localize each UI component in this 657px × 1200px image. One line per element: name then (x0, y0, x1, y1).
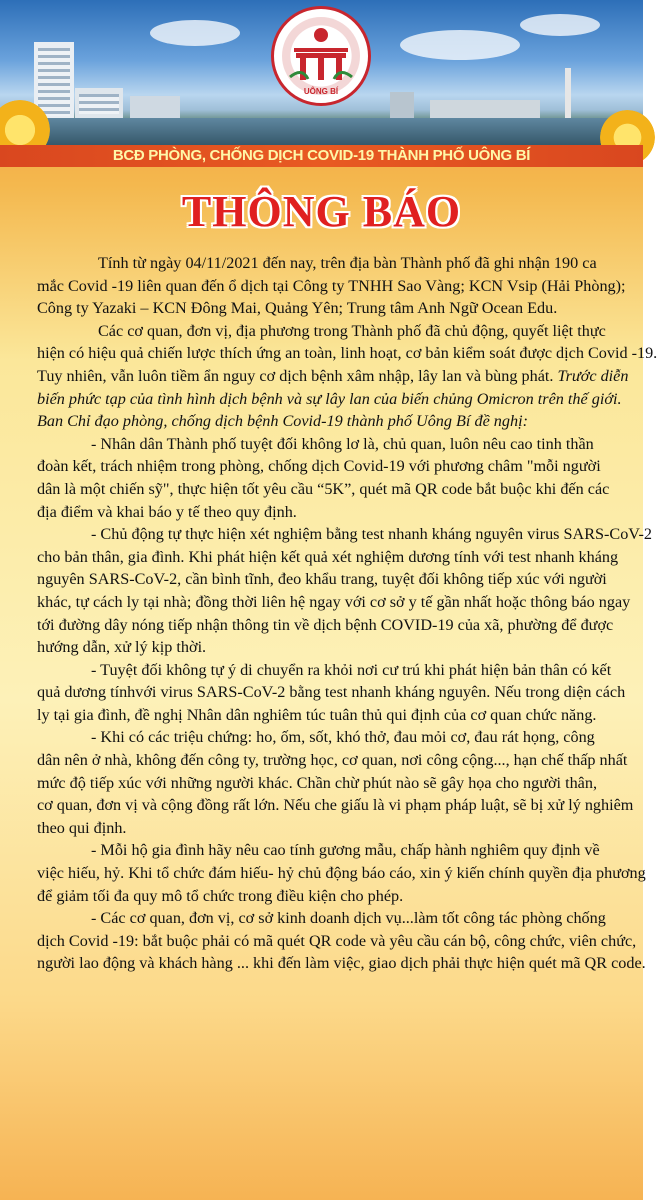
paragraph-line: hiện có hiệu quả chiến lược thích ứng an toàn, linh hoạt, cơ bản kiểm soát được dịch Covid -19. (37, 344, 657, 363)
logo-label: UÔNG BÍ (303, 87, 339, 96)
paragraph-line: Ban Chỉ đạo phòng, chống dịch bệnh Covid-19 thành phố Uông Bí đề nghị: (37, 412, 528, 431)
paragraph-line: ly tại gia đình, đề nghị Nhân dân nghiêm túc tuân thủ qui định của cơ quan chức năng. (37, 705, 597, 724)
paragraph-line: mức độ tiếp xúc với những người khác. Chần chừ phút nào sẽ gây họa cho người thân, (37, 773, 598, 792)
paragraph-line: theo qui định. (37, 818, 127, 837)
paragraph-line: dân nên ở nhà, không đến công ty, trường học, cơ quan, nơi công cộng..., hạn chế thấp nhất (37, 751, 628, 770)
paragraph-line: hướng dẫn, xử lý kịp thời. (37, 638, 207, 657)
paragraph-line: Công ty Yazaki – KCN Đông Mai, Quảng Yên; Trung tâm Anh Ngữ Ocean Edu. (37, 299, 558, 318)
paragraph-line: người lao động và khách hàng ... khi đến làm việc, giao dịch phải thực hiện quét mã QR code. (37, 954, 646, 973)
uong-bi-logo (271, 6, 371, 106)
low-building (130, 96, 180, 120)
italic-fragment: Trước diễn (557, 366, 629, 385)
gate-icon (282, 17, 360, 95)
factory-building (430, 100, 540, 118)
paragraph-line: - Các cơ quan, đơn vị, cơ sở kinh doanh dịch vụ...làm tốt công tác phòng chống (91, 909, 606, 928)
paragraph-line: địa điểm và khai báo y tế theo quy định. (37, 502, 297, 521)
paragraph-line: quả dương tínhvới virus SARS-CoV-2 bằng test nhanh kháng nguyên. Nếu trong diện cách (37, 683, 626, 702)
notice-body (37, 252, 657, 975)
banner-title: BCĐ PHÒNG, CHỐNG DỊCH COVID-19 THÀNH PHỐ UÔNG BÍ (112, 147, 531, 164)
paragraph-line: để giảm tối đa quy mô tổ chức trong điều kiện cho phép. (37, 886, 404, 905)
paragraph-line: - Tuyệt đối không tự ý di chuyển ra khỏi nơi cư trú khi phát hiện bản thân có kết (91, 660, 612, 679)
pagoda (390, 92, 414, 118)
cloud (150, 20, 240, 46)
chimney (565, 68, 571, 118)
paragraph-line: Tính từ ngày 04/11/2021 đến nay, trên địa bàn Thành phố đã ghi nhận 190 ca (98, 254, 597, 272)
paragraph-line: - Khi có các triệu chứng: ho, ốm, sốt, khó thở, đau mỏi cơ, đau rát họng, công (91, 728, 595, 747)
paragraph-line: Các cơ quan, đơn vị, địa phương trong Thành phố đã chủ động, quyết liệt thực (98, 321, 606, 340)
cloud (400, 30, 520, 60)
lake (0, 118, 643, 145)
logo-emblem (282, 17, 360, 95)
paragraph-line: - Mỗi hộ gia đình hãy nêu cao tính gương mẫu, chấp hành nghiêm quy định về (91, 841, 600, 860)
paragraph-line: Tuy nhiên, vẫn luôn tiềm ẩn nguy cơ dịch bệnh xâm nhập, lây lan và bùng phát. Trước diễn (37, 366, 629, 385)
paragraph-line: biến phức tạp của tình hình dịch bệnh và sự lây lan của biến chủng Omicron trên thế giới. (37, 389, 622, 408)
paragraph-line: đoàn kết, trách nhiệm trong phòng, chống dịch Covid-19 với phương châm "mỗi người (37, 457, 601, 476)
paragraph-line: cho bản thân, gia đình. Khi phát hiện kết quả xét nghiệm dương tính với test nhanh kháng (37, 547, 619, 566)
paragraph-line: mắc Covid -19 liên quan đến ổ dịch tại Công ty TNHH Sao Vàng; KCN Vsip (Hải Phòng); (37, 276, 626, 295)
cloud (520, 14, 600, 36)
paragraph-line: cơ quan, đơn vị và cộng đồng rất lớn. Nếu che giấu là vi phạm pháp luật, sẽ bị xử lý nghiêm (37, 796, 634, 815)
low-building (75, 88, 123, 120)
paragraph-line: - Chủ động tự thực hiện xét nghiệm bằng test nhanh kháng nguyên virus SARS-CoV-2 (91, 525, 652, 544)
paragraph-line: dân là một chiến sỹ", thực hiện tốt yêu cầu “5K”, quét mã QR code bắt buộc khi đến các (37, 479, 610, 498)
paragraph-line: tới đường dây nóng tiếp nhận thông tin về dịch bệnh COVID-19 của xã, phường để được (37, 615, 614, 634)
notice-title: THÔNG BÁO (181, 187, 462, 236)
paragraph-line: dịch Covid -19: bắt buộc phải có mã quét QR code và yêu cầu cán bộ, công chức, viên chức, (37, 931, 637, 950)
paragraph-line: nguyên SARS-CoV-2, cần bình tĩnh, đeo khẩu trang, tuyệt đối không tiếp xúc với người (37, 570, 607, 589)
paragraph-line: việc hiếu, hỷ. Khi tổ chức đám hiếu- hỷ chủ động báo cáo, xin ý kiến chính quyền địa phương (37, 864, 646, 883)
paragraph-line: - Nhân dân Thành phố tuyệt đối không lơ là, chủ quan, luôn nêu cao tinh thần (91, 434, 594, 453)
paragraph-line: khác, tự cách ly tại nhà; đồng thời liên hệ ngay với cơ sở y tế gần nhất hoặc thông báo ngay (37, 592, 631, 611)
